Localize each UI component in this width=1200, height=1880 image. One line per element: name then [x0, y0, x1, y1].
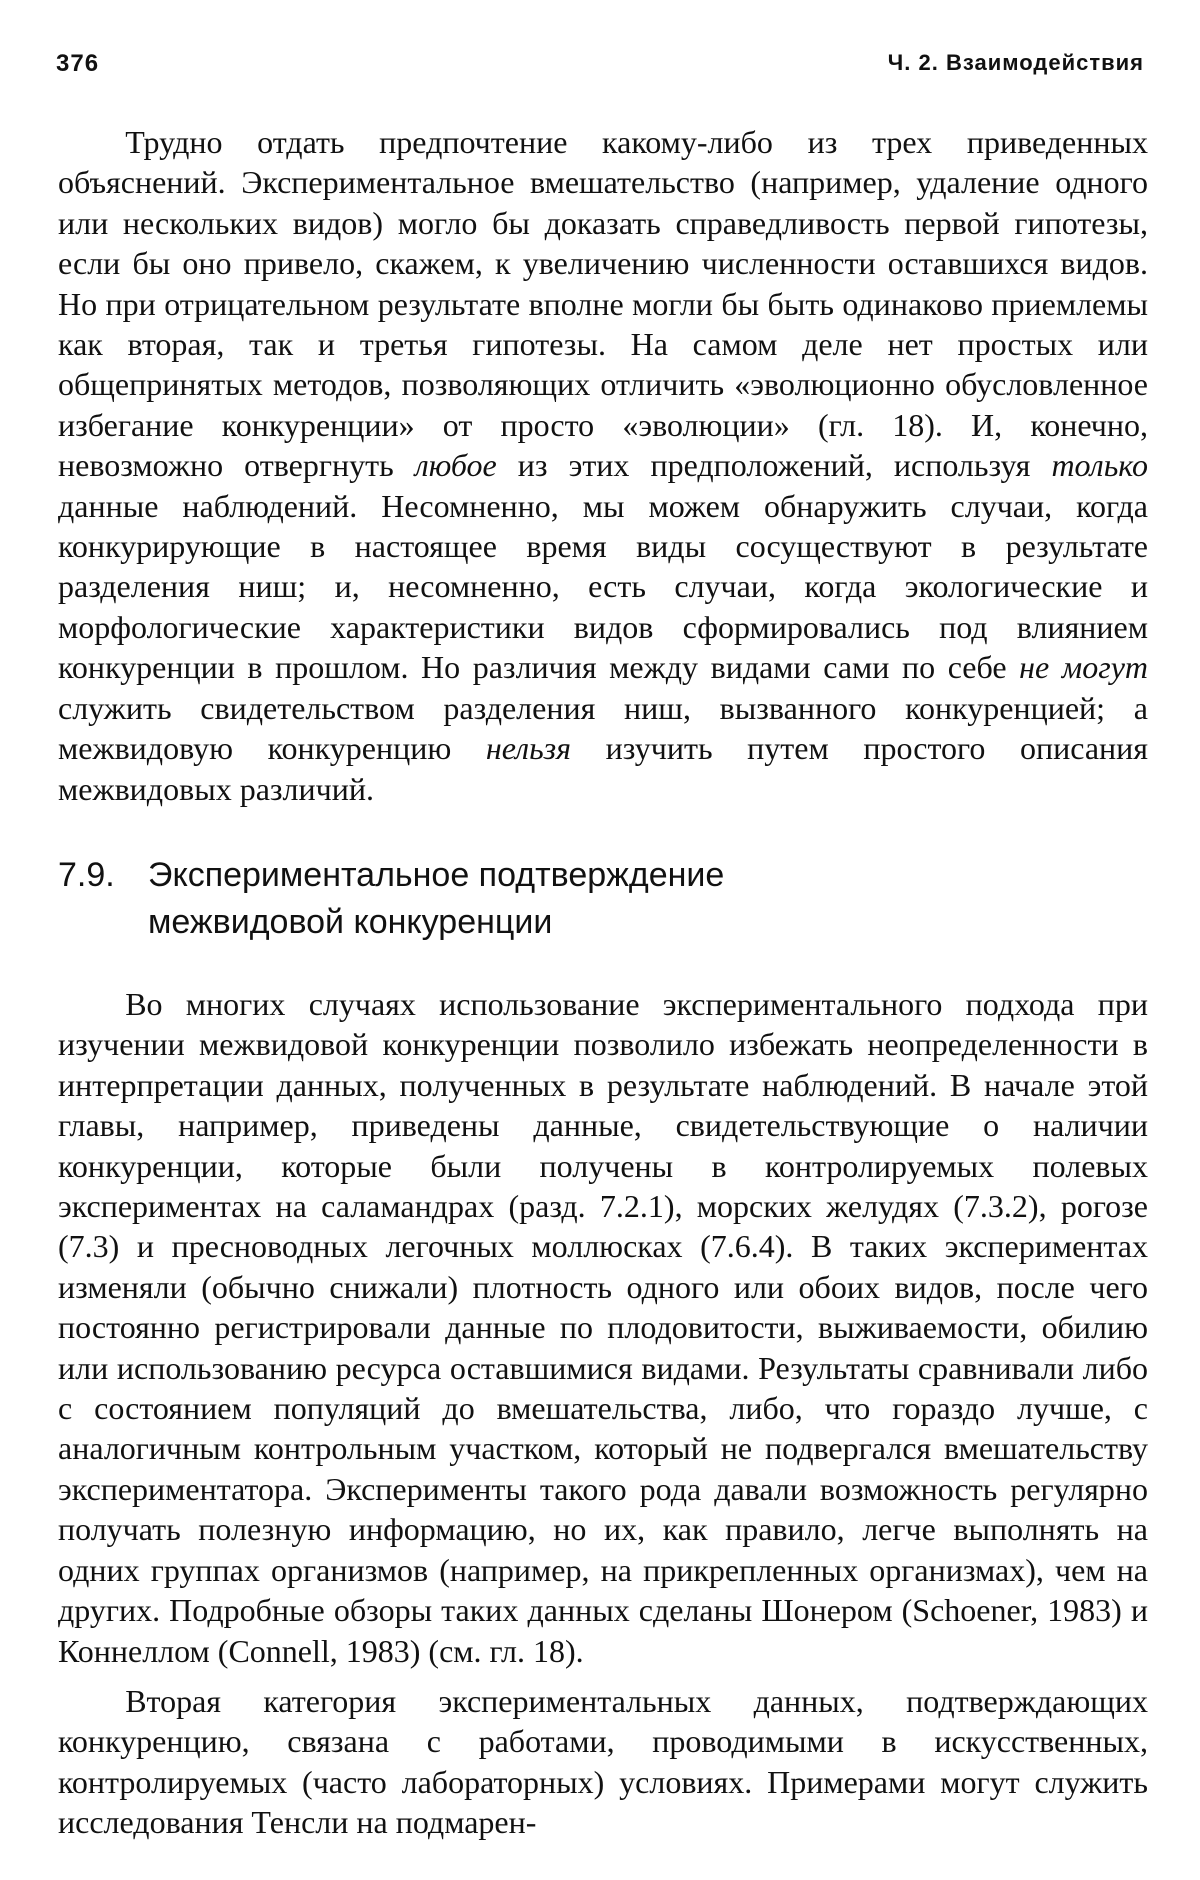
text-block-bottom: [58, 984, 1148, 1843]
paragraph-text: Трудно отдать предпочтение какому-либо из трех приведенных объяснений. Экспериментальное вмешательство (например, удаление одного или нескольких видов) могло бы доказать справедливость первой гипотезы, если бы оно привело, скажем, к увеличению численности оставшихся видов. Но при отрицательном результате вполне могли бы быть одинаково приемлемы как вторая, так и третья гипотезы. На самом деле нет простых или общепринятых методов, позволяющих отличить «эволюционно обусловленное избегание конкуренции» от просто «эволюции» (гл. 18). И, конечно, невозможно отвергнуть: [58, 124, 1148, 484]
emphasis-text: любое: [414, 447, 497, 484]
section-number: 7.9.: [58, 856, 115, 894]
section-title-line-1: Экспериментальное подтверждение: [148, 856, 725, 894]
emphasis-text: не могут: [1019, 649, 1149, 686]
running-head: Ч. 2. Взаимодействия: [887, 50, 1144, 75]
paragraph-text: изучить путем простого описания межвидовых различий.: [58, 730, 1149, 807]
paragraph-spacer: [58, 1671, 1148, 1681]
text-block-top: [58, 122, 1148, 809]
emphasis-text: только: [1051, 447, 1149, 484]
paragraph-text: из этих предположений, используя: [496, 447, 1052, 484]
section-heading: [58, 852, 1148, 946]
paragraph-text: данные наблюдений. Несомненно, мы можем обнаружить случаи, когда конкурирующие в настоящее время виды сосуществуют в результате разделения ниш; и, несомненно, есть случаи, когда экологические и морфологические характеристики видов сформировались под влиянием конкуренции в прошлом. Но различия между видами сами по себе: [58, 487, 1148, 686]
page-number: 376: [56, 50, 100, 77]
emphasis-text: нельзя: [485, 730, 572, 767]
paragraph-experimental-approach: Во многих случаях использование экспериментального подхода при изучении межвидовой конкуренции позволило избежать неопределенности в интерпретации данных, полученных в результате наблюдений. В начале этой главы, например, приведены данные, свидетельствующие о наличии конкуренции, которые были получены в контролируемых полевых экспериментах на саламандрах (разд. 7.2.1), морских желудях (7.3.2), рогозе (7.3) и пресноводных легочных моллюсках (7.6.4). В таких экспериментах изменяли (обычно снижали) плотность одного или обоих видов, после чего постоянно регистрировали данные по плодовитости, выживаемости, обилию или использованию ресурса оставшимися видами. Результаты сравнивали либо с состоянием популяций до вмешательства, либо, что гораздо лучше, с аналогичным контрольным участком, который не подвергался вмешательству экспериментатора. Эксперименты такого рода давали возможность регулярно получать полезную информацию, но их, как правило, легче выполнять на одних группах организмов (например, на прикрепленных организмах), чем на других. Подробные обзоры таких данных сделаны Шонером (Schoener, 1983) и Коннеллом (Connell, 1983) (см. гл. 18).: [58, 986, 1148, 1669]
paragraph-second-category: Вторая категория экспериментальных данных, подтверждающих конкуренцию, связана с работами, проводимыми в искусственных, контролируемых (часто лабораторных) условиях. Примерами могут служить исследования Тенсли на подмарен-: [58, 1682, 1148, 1841]
page-header: [56, 50, 1144, 90]
paragraph-text: служить свидетельством разделения ниш, вызванного конкуренцией; а межвидовую конкуренцию: [58, 689, 1148, 767]
paragraph-objections: [58, 122, 1148, 809]
section-title-line-2: межвидовой конкуренции: [148, 903, 553, 941]
